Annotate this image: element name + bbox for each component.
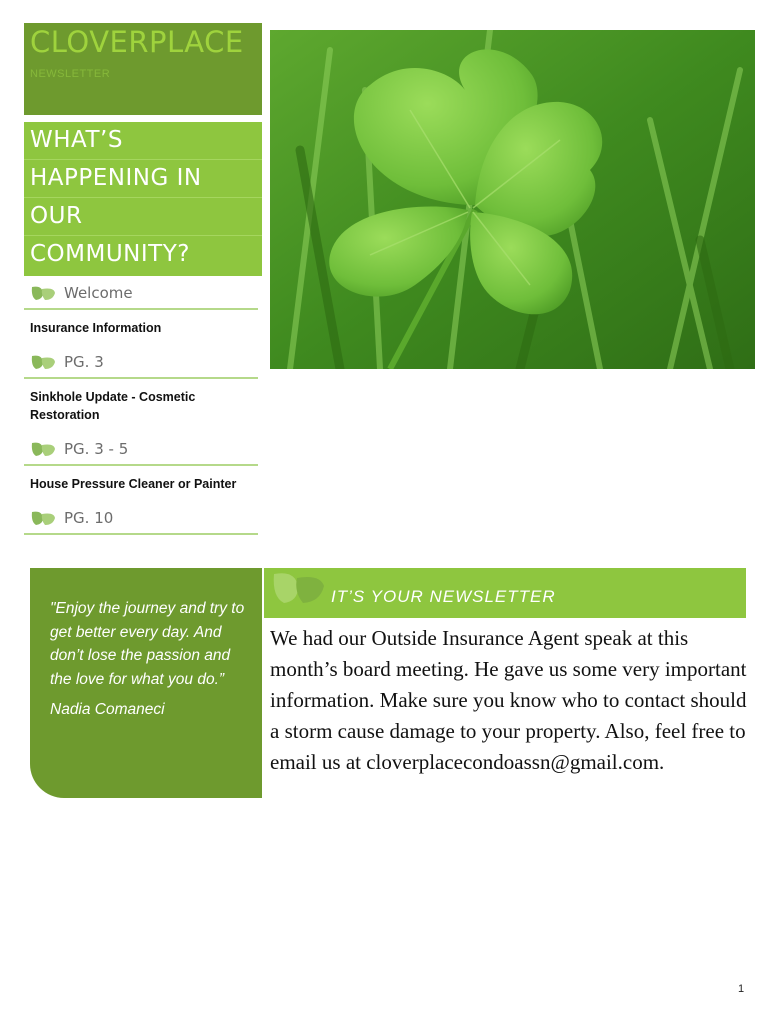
section-title: IT’S YOUR NEWSLETTER bbox=[331, 587, 556, 606]
leaf-icon bbox=[30, 285, 56, 301]
article-body: We had our Outside Insurance Agent speak at this month’s board meeting. He gave us some very important information. Make sure you know who to contact should a storm cause damage to your property. Also, feel free to email us at cloverplacecondoassn@gmail.com. bbox=[270, 626, 747, 774]
section-header bbox=[264, 568, 746, 618]
quote-author: Nadia Comaneci bbox=[50, 701, 165, 718]
leaf-icon bbox=[30, 441, 56, 457]
clover-photo bbox=[270, 30, 755, 369]
toc-entry-title: House Pressure Cleaner or Painter bbox=[30, 477, 237, 491]
toc-welcome bbox=[24, 278, 258, 310]
toc-entry-page bbox=[24, 503, 258, 535]
quote-text: "Enjoy the journey and try to get better every day. And don’t lose the passion and the love for what you do.” bbox=[50, 600, 245, 688]
leaf-icon bbox=[30, 354, 56, 370]
toc-entry-page bbox=[24, 434, 258, 466]
table-of-contents bbox=[24, 278, 258, 535]
toc-page-number: PG. 3 - 5 bbox=[64, 440, 129, 458]
toc-page-number: PG. 3 bbox=[64, 353, 104, 371]
brand-title: CLOVERPLACE bbox=[30, 25, 244, 59]
toc-entry-title: Sinkhole Update - Cosmetic Restoration bbox=[30, 390, 196, 422]
leaf-icon bbox=[270, 570, 326, 604]
masthead bbox=[24, 23, 262, 115]
toc-entry-title: Insurance Information bbox=[30, 321, 162, 335]
headline-box bbox=[24, 122, 262, 276]
quote-box bbox=[30, 568, 262, 798]
toc-entry-page bbox=[24, 347, 258, 379]
headline-line: HAPPENING IN bbox=[24, 160, 262, 198]
brand-subtitle: NEWSLETTER bbox=[30, 68, 111, 80]
toc-page-number: PG. 10 bbox=[64, 509, 114, 527]
four-leaf-clover-icon bbox=[270, 30, 755, 369]
headline-line: COMMUNITY? bbox=[30, 241, 190, 267]
page-number: 1 bbox=[738, 983, 745, 995]
leaf-icon bbox=[30, 510, 56, 526]
toc-welcome-label: Welcome bbox=[64, 284, 133, 302]
headline-line: OUR bbox=[24, 198, 262, 236]
headline-line: WHAT’S bbox=[24, 122, 262, 160]
